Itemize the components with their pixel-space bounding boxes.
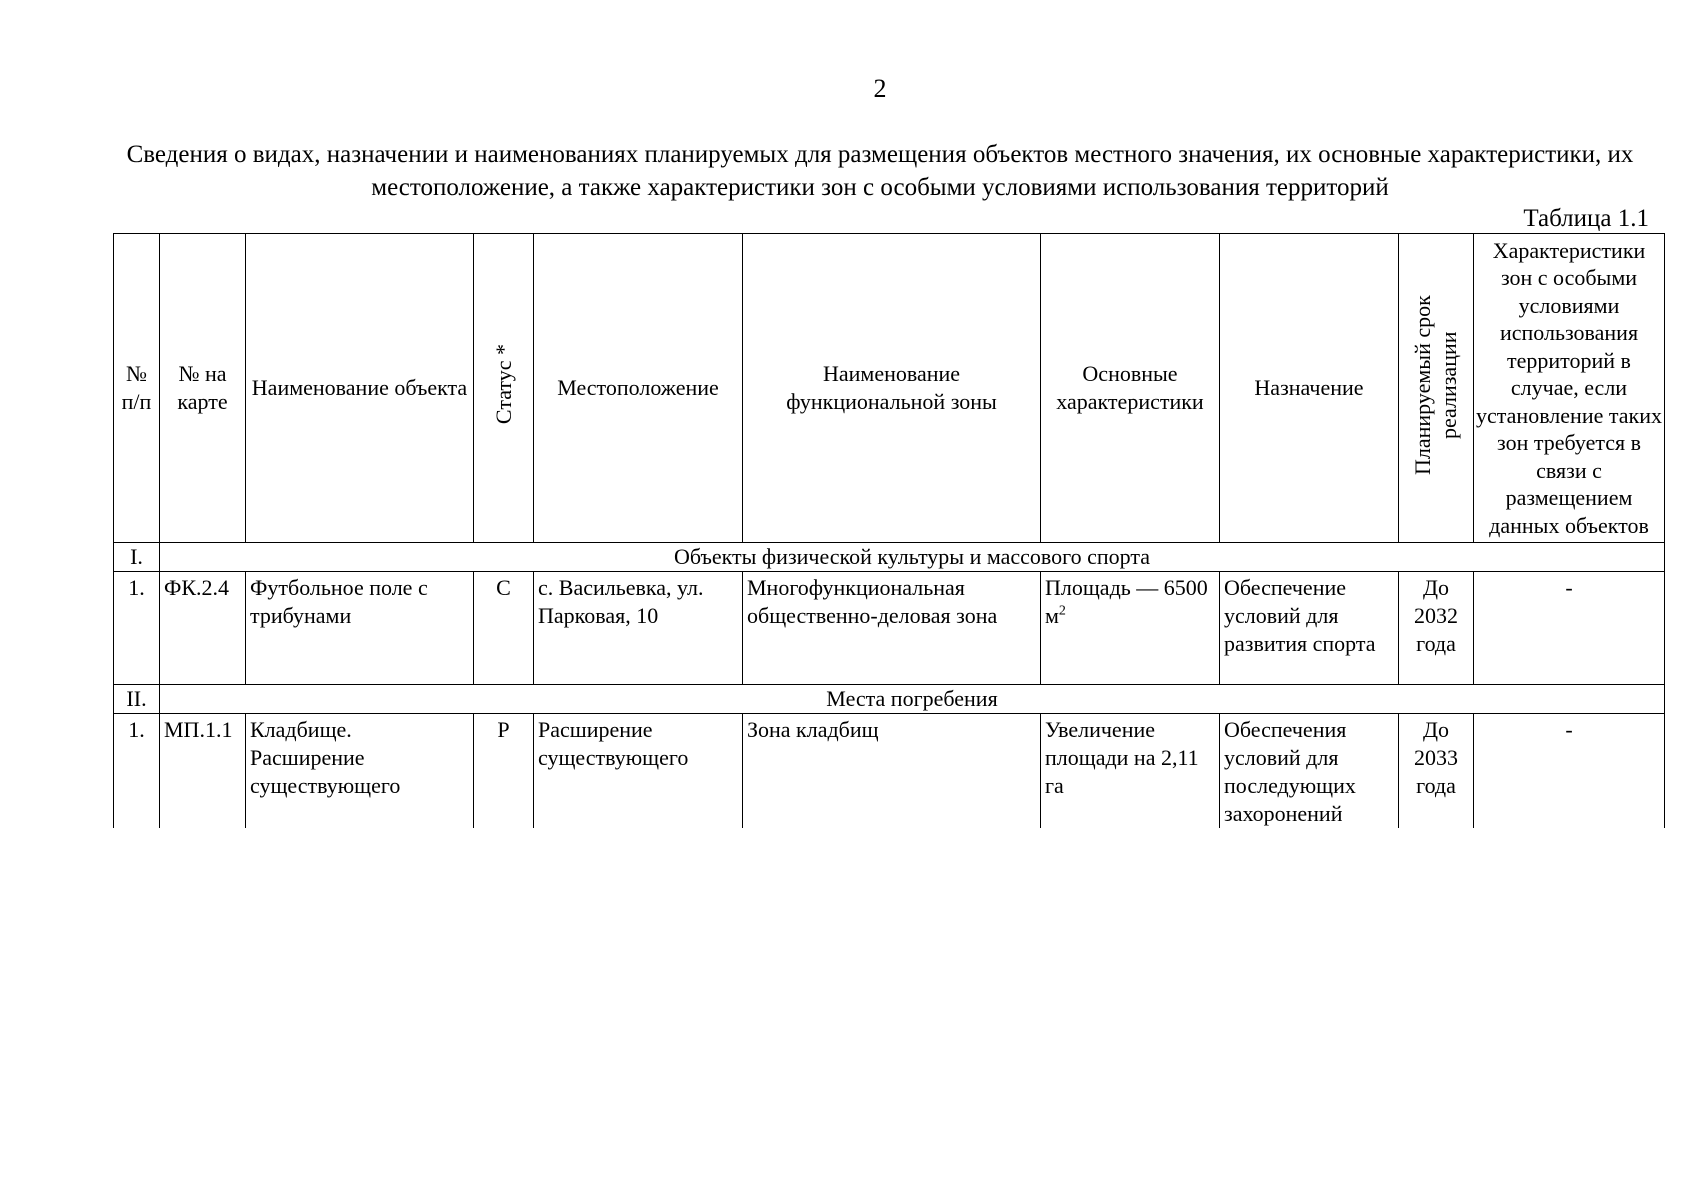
cell-zones-special: - (1474, 714, 1665, 829)
table-row (114, 572, 1665, 685)
section-num: II. (114, 685, 160, 714)
cell-name: Футбольное поле с трибунами (246, 572, 474, 685)
section-title: Места погребения (160, 685, 1665, 714)
header-status: Статус * (490, 344, 516, 425)
cell-purpose: Обеспечение условий для развития спорта (1220, 572, 1399, 685)
header-term-cell (1399, 234, 1474, 543)
table-row (114, 714, 1665, 829)
cell-term: До 2032 года (1399, 572, 1474, 685)
header-map-num: № на карте (160, 234, 246, 543)
header-status-cell (474, 234, 534, 543)
cell-num: 1. (114, 714, 160, 829)
header-row (114, 234, 1665, 543)
section-num: I. (114, 543, 160, 572)
page-number: 2 (873, 74, 887, 103)
cell-location: с. Васильевка, ул. Парковая, 10 (534, 572, 743, 685)
cell-num: 1. (114, 572, 160, 685)
cell-status: С (474, 572, 534, 685)
section-row-sport (114, 543, 1665, 572)
document-title: Сведения о видах, назначении и наименованиях планируемых для размещения объектов местного значения, их основные характеристики, их местоположение, а также характеристики зон с особыми условиями использования территорий (126, 141, 1634, 201)
header-zone: Наименование функциональной зоны (743, 234, 1041, 543)
header-characteristics: Основные характеристики (1041, 234, 1220, 543)
header-location: Местоположение (534, 234, 743, 543)
header-purpose: Назначение (1220, 234, 1399, 543)
cell-purpose: Обеспечения условий для последующих захоронений (1220, 714, 1399, 829)
characteristics-text: Площадь — 6500 м (1045, 575, 1208, 628)
header-term: Планируемый срок реализации (1410, 294, 1461, 475)
section-title: Объекты физической культуры и массового спорта (160, 543, 1665, 572)
cell-name: Кладбище. Расширение существующего (246, 714, 474, 829)
cell-zone: Многофункциональная общественно-деловая зона (743, 572, 1041, 685)
cell-zone: Зона кладбищ (743, 714, 1041, 829)
section-row-burial (114, 685, 1665, 714)
cell-characteristics (1041, 572, 1220, 685)
cell-map-num: ФК.2.4 (160, 572, 246, 685)
characteristics-sup: 2 (1058, 603, 1066, 619)
planned-objects-table (113, 233, 1665, 828)
cell-term: До 2033 года (1399, 714, 1474, 829)
cell-characteristics: Увеличение площади на 2,11 га (1041, 714, 1220, 829)
table-label: Таблица 1.1 (1523, 205, 1649, 232)
header-num: № п/п (114, 234, 160, 543)
cell-map-num: МП.1.1 (160, 714, 246, 829)
cell-location: Расширение существующего (534, 714, 743, 829)
cell-zones-special: - (1474, 572, 1665, 685)
cell-status: Р (474, 714, 534, 829)
header-name: Наименование объекта (246, 234, 474, 543)
header-zones-special: Характеристики зон с особыми условиями использования территорий в случае, если установление таких зон требуется в связи с размещением данных объектов (1474, 234, 1665, 543)
